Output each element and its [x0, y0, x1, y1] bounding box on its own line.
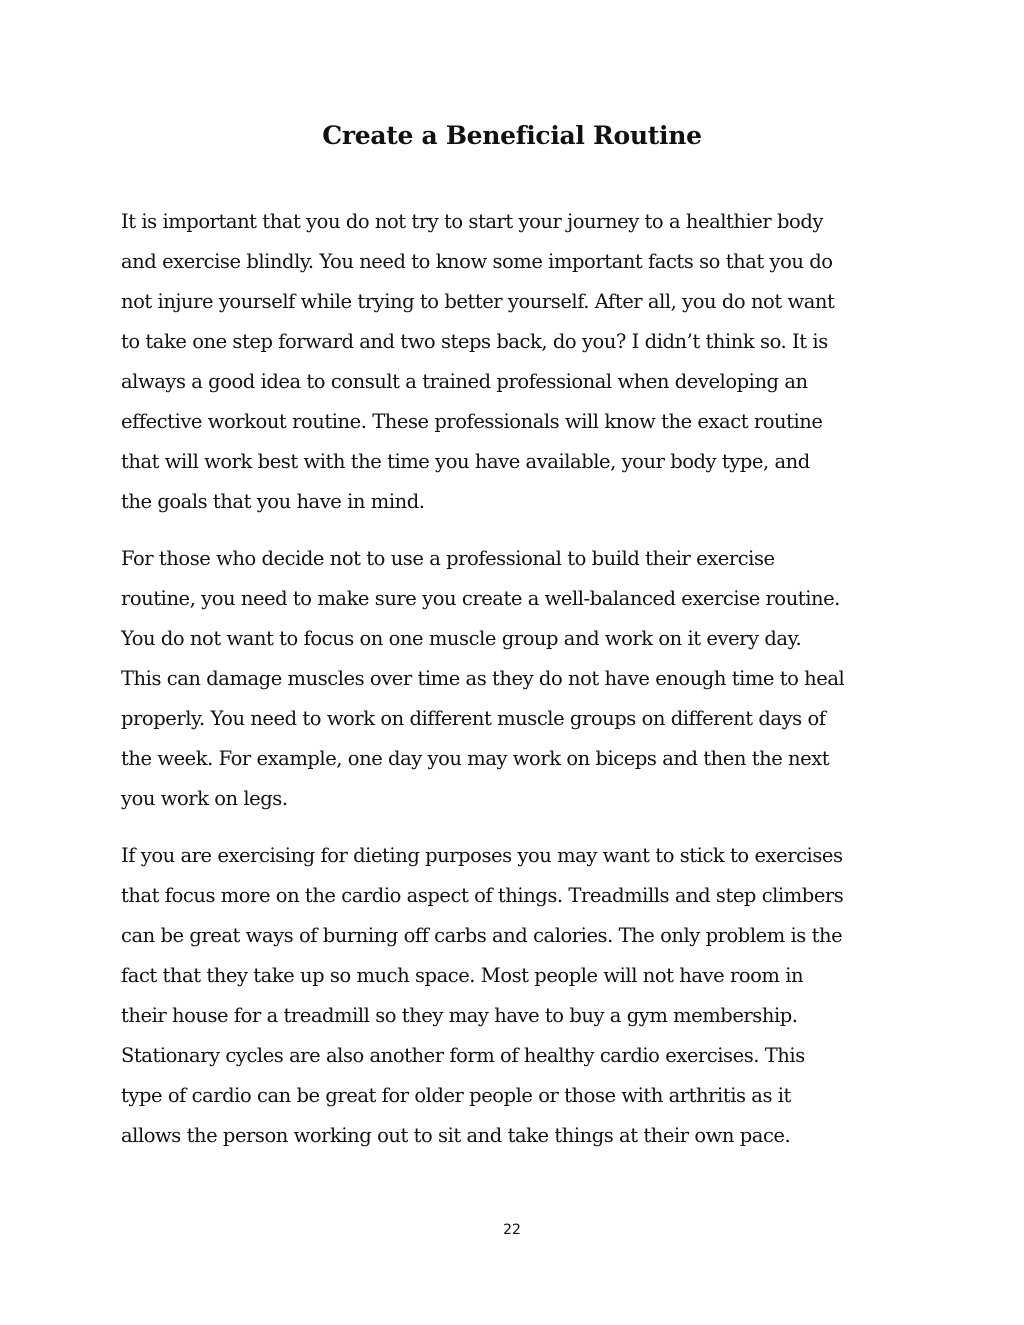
text-line: It is important that you do not try to start your journey to a healthier body — [121, 210, 823, 233]
text-line: effective workout routine. These professionals will know the exact routine — [121, 410, 823, 433]
body-text — [121, 202, 921, 1173]
text-line: For those who decide not to use a professional to build their exercise — [121, 547, 775, 570]
text-line: fact that they take up so much space. Most people will not have room in — [121, 964, 804, 987]
text-line: Stationary cycles are also another form of healthy cardio exercises. This — [121, 1044, 805, 1067]
text-line: can be great ways of burning off carbs and calories. The only problem is the — [121, 924, 843, 947]
page-title: Create a Beneficial Routine — [322, 121, 702, 150]
text-line: to take one step forward and two steps back, do you? I didn’t think so. It is — [121, 330, 828, 353]
text-line: that will work best with the time you have available, your body type, and — [121, 450, 810, 473]
text-line: that focus more on the cardio aspect of things. Treadmills and step climbers — [121, 884, 844, 907]
text-line: their house for a treadmill so they may have to buy a gym membership. — [121, 1004, 798, 1027]
text-line: the week. For example, one day you may work on biceps and then the next — [121, 747, 830, 770]
text-line: the goals that you have in mind. — [121, 490, 425, 513]
text-line: not injure yourself while trying to better yourself. After all, you do not want — [121, 290, 835, 313]
page-number: 22 — [503, 1222, 521, 1238]
paragraph-2 — [121, 539, 921, 819]
text-line: This can damage muscles over time as they do not have enough time to heal — [121, 667, 845, 690]
text-line: routine, you need to make sure you create a well-balanced exercise routine. — [121, 587, 840, 610]
text-line: and exercise blindly. You need to know some important facts so that you do — [121, 250, 833, 273]
text-line: If you are exercising for dieting purposes you may want to stick to exercises — [121, 844, 843, 867]
text-line: always a good idea to consult a trained professional when developing an — [121, 370, 808, 393]
paragraph-1 — [121, 202, 921, 522]
text-line: You do not want to focus on one muscle group and work on it every day. — [121, 627, 802, 650]
text-line: you work on legs. — [121, 787, 288, 810]
text-line: properly. You need to work on different muscle groups on different days of — [121, 707, 826, 730]
text-line: type of cardio can be great for older people or those with arthritis as it — [121, 1084, 791, 1107]
text-line: allows the person working out to sit and take things at their own pace. — [121, 1124, 791, 1147]
paragraph-3 — [121, 836, 921, 1156]
